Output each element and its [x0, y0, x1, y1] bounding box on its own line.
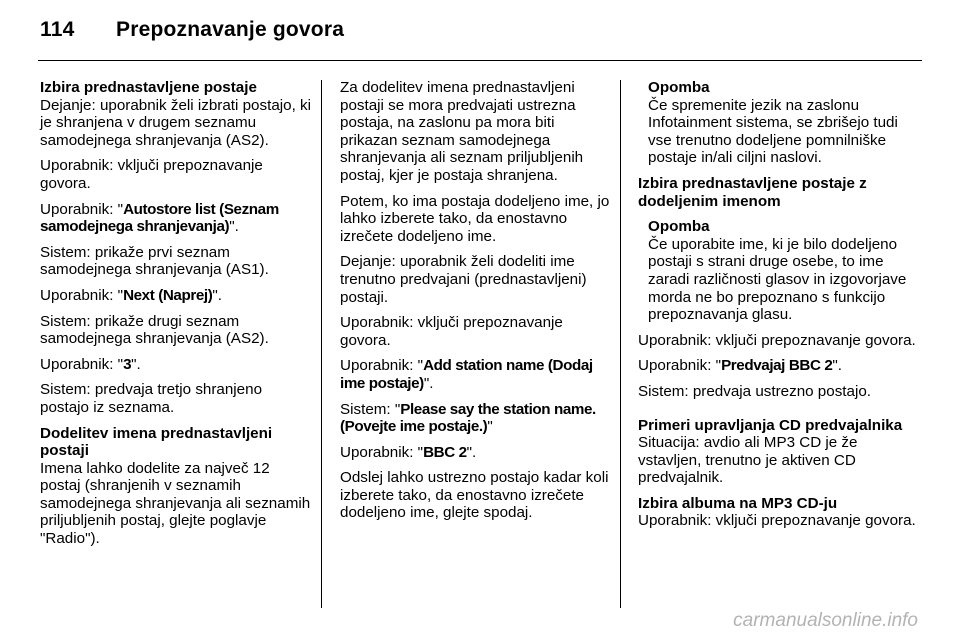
note-box — [648, 218, 920, 324]
system-prompt: Please say the station name. (Povejte ime postaje.) — [340, 400, 596, 436]
paragraph — [340, 357, 612, 392]
text: Uporabnik: " — [638, 357, 722, 375]
page-header — [40, 18, 344, 42]
paragraph: Dejanje: uporabnik želi dodeliti ime trenutno predvajani (prednastavljeni) postaji. — [340, 253, 587, 306]
text: Sistem: " — [340, 400, 401, 418]
paragraph: Dejanje: uporabnik želi izbrati postajo, ki je shranjena v drugem seznamu samodejnega shranjevanja (AS2). — [40, 96, 311, 149]
text: Uporabnik: " — [40, 200, 124, 218]
column-3 — [638, 79, 920, 530]
text: ". — [229, 218, 239, 236]
paragraph: Uporabnik: vključi prepoznavanje govora. — [40, 157, 263, 192]
text: Uporabnik: " — [40, 286, 124, 304]
paragraph — [340, 444, 612, 462]
section-heading: Primeri upravljanja CD predvajalnika — [638, 416, 903, 434]
voice-command: Predvajaj BBC 2 — [721, 357, 833, 375]
voice-command: BBC 2 — [423, 443, 467, 461]
paragraph — [340, 401, 612, 436]
voice-command: 3 — [123, 355, 132, 373]
voice-command: Next (Naprej) — [123, 286, 213, 304]
paragraph: Za dodelitev imena prednastavljeni postaji se mora predvajati ustrezna postaja, na zaslonu pa mora biti prikazan seznam samodejnega shranjevanja ali seznam priljubljenih postaj, kjer je postaja shranjena. — [340, 79, 584, 184]
text: ". — [423, 374, 434, 392]
note-text: Če spremenite jezik na zaslonu Infotainment sistema, se zbrišejo tudi vse trenutno dodeljene pomnilniške postaje in/ali ciljni naslovi. — [648, 96, 898, 167]
paragraph — [40, 356, 312, 374]
text: ". — [466, 443, 477, 461]
section-heading: Izbira prednastavljene postaje — [40, 79, 257, 96]
text: ". — [131, 355, 141, 373]
note-box — [648, 79, 920, 167]
paragraph: Uporabnik: vključi prepoznavanje govora. — [340, 314, 563, 349]
text: ". — [212, 286, 223, 304]
text: Uporabnik: " — [40, 355, 124, 373]
paragraph: Imena lahko dodelite za največ 12 postaj (shranjenih v seznamih samodejnega shranjevanja ali seznamih priljubljenih postaj, glejte poglavje "Radio"). — [40, 459, 311, 548]
paragraph: Sistem: predvaja tretjo shranjeno postajo iz seznama. — [40, 381, 263, 416]
section-heading: Izbira prednastavljene postaje z dodeljenim imenom — [638, 174, 867, 210]
paragraph: Sistem: prikaže drugi seznam samodejnega shranjevanja (AS2). — [40, 312, 269, 348]
paragraph: Odslej lahko ustrezno postajo kadar koli izberete tako, da enostavno izrečete dodeljeno ime, glejte spodaj. — [340, 469, 609, 522]
paragraph: Potem, ko ima postaja dodeljeno ime, jo lahko izberete tako, da enostavno izrečete dodeljeno ime. — [340, 192, 610, 245]
note-title: Opomba — [648, 218, 710, 236]
paragraph: Sistem: prikaže prvi seznam samodejnega shranjevanja (AS1). — [40, 243, 269, 279]
paragraph — [638, 357, 920, 375]
column-1 — [40, 79, 312, 548]
note-text: Če uporabite ime, ki je bilo dodeljeno postaji s strani druge osebe, to ime zaradi različnosti glasov in izgovorjave morda ne bo prepoznano s funkcijo prepoznavanja glasu. — [648, 235, 907, 324]
page-number: 114 — [40, 18, 75, 41]
watermark: carmanualsonline.info — [733, 610, 918, 631]
column-divider — [620, 80, 621, 608]
text: Uporabnik: " — [340, 443, 424, 461]
paragraph: Uporabnik: vključi prepoznavanje govora. — [638, 512, 916, 530]
column-divider — [321, 80, 322, 608]
section-heading: Dodelitev imena prednastavljeni postaji — [40, 424, 273, 460]
page-title: Prepoznavanje govora — [116, 18, 345, 41]
section-heading: Izbira albuma na MP3 CD-ju — [638, 494, 838, 512]
paragraph — [40, 287, 312, 305]
text: " — [487, 418, 493, 436]
paragraph — [40, 201, 312, 236]
paragraph: Sistem: predvaja ustrezno postajo. — [638, 382, 871, 400]
text: Uporabnik: " — [340, 357, 424, 375]
column-2 — [340, 79, 612, 522]
voice-command: Add station name (Dodaj ime postaje) — [340, 357, 593, 392]
voice-command: Autostore list (Seznam samodejnega shranjevanja) — [40, 200, 279, 236]
paragraph: Situacija: avdio ali MP3 CD je že vstavljen, trenutno je aktiven CD predvajalnik. — [638, 434, 858, 487]
text: ". — [832, 357, 843, 375]
paragraph: Uporabnik: vključi prepoznavanje govora. — [638, 331, 916, 349]
header-rule — [38, 60, 922, 61]
note-title: Opomba — [648, 79, 710, 96]
